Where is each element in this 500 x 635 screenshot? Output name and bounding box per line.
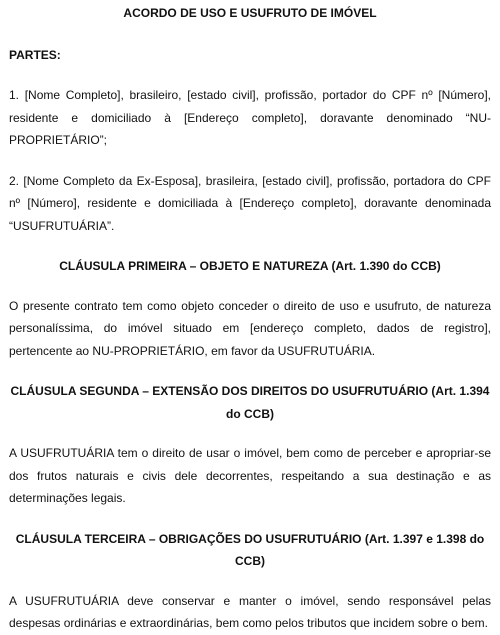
party-1-paragraph: 1. [Nome Completo], brasileiro, [estado civil], profissão, portador do CPF nº [Número], residente e domiciliado à [Endereço completo], doravante denominado “NU-PROPRIETÁRIO”;: [9, 88, 491, 147]
clause-1-body: O presente contrato tem como objeto conceder o direito de uso e usufruto, de natureza personalíssima, do imóvel situado em [endereço completo, dados de registro], pertencente ao NU-PROPRIETÁRIO, em favor da USUFRUTUÁRIA.: [9, 298, 491, 358]
clause-3-heading: CLÁUSULA TERCEIRA – OBRIGAÇÕES DO USUFRUTUÁRIO (Art. 1.397 e 1.398 do CCB): [15, 531, 485, 568]
party-2-paragraph: 2. [Nome Completo da Ex-Esposa], brasileira, [estado civil], profissão, portadora do CPF nº [Número], residente e domiciliada à [Endereço completo], doravante denominada “USUFRUTUÁRIA”.: [9, 173, 491, 233]
clause-1-heading: CLÁUSULA PRIMEIRA – OBJETO E NATUREZA (Art. 1.390 do CCB): [59, 259, 441, 273]
clause-3-body: A USUFRUTUÁRIA deve conservar e manter o imóvel, sendo responsável pelas despesas ordinárias e extraordinárias, bem como pelos tributos que incidem sobre o bem.: [9, 593, 491, 630]
parties-label: PARTES:: [9, 47, 61, 62]
clause-2-heading: CLÁUSULA SEGUNDA – EXTENSÃO DOS DIREITOS DO USUFRUTUÁRIO (Art. 1.394 do CCB): [10, 384, 490, 421]
clause-2-body: A USUFRUTUÁRIA tem o direito de usar o imóvel, bem como de perceber e apropriar-se dos frutos naturais e civis dele decorrentes, respeitando a sua destinação e as determinações legais.: [9, 446, 491, 505]
document-title: ACORDO DE USO E USUFRUTO DE IMÓVEL: [123, 6, 377, 20]
